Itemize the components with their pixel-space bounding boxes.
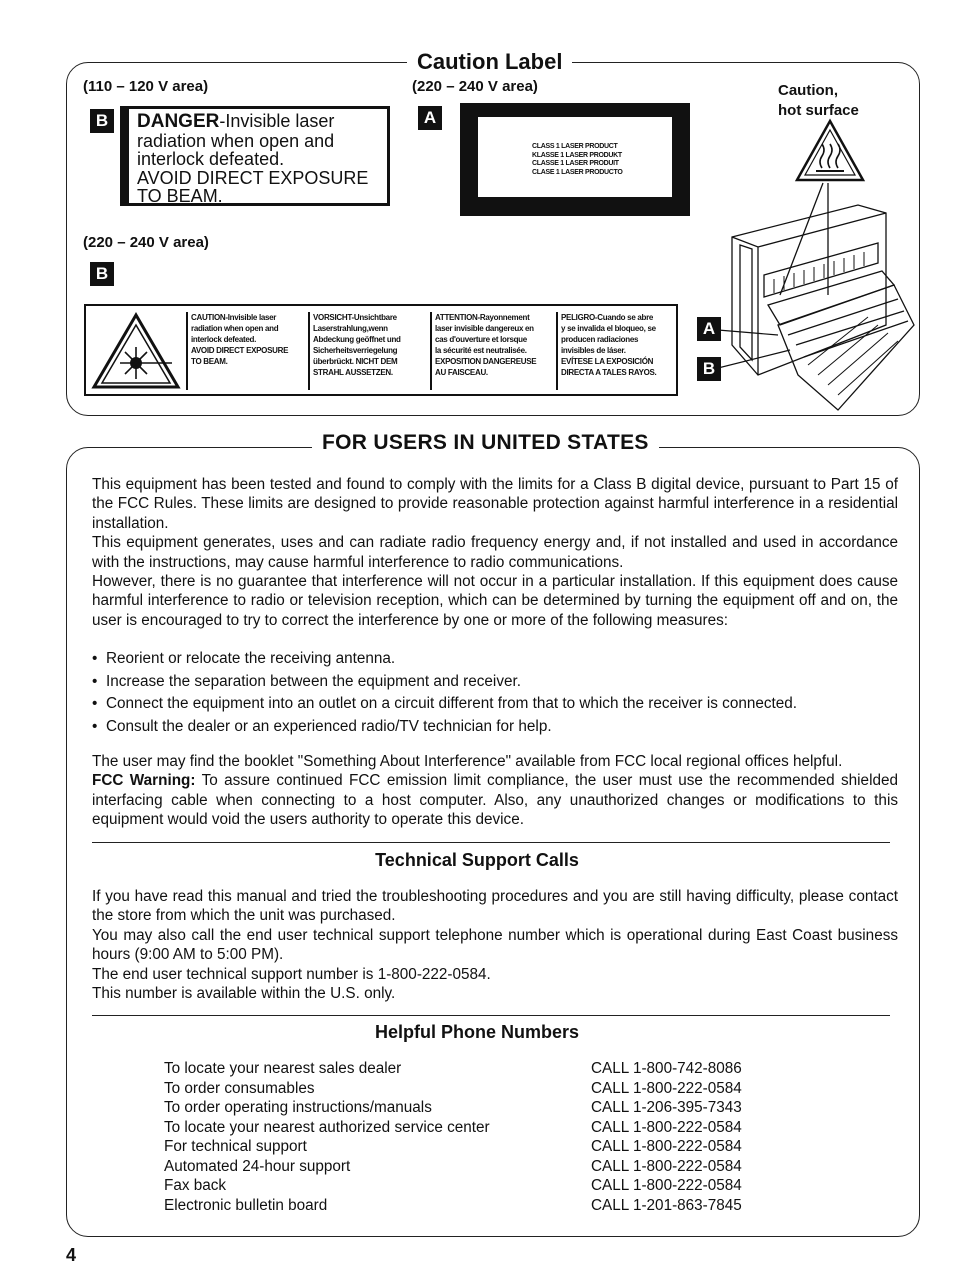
- danger-word: DANGER: [137, 111, 220, 132]
- printer-illustration: [718, 175, 918, 415]
- phone-purpose: Fax back: [164, 1177, 227, 1194]
- class-line: KLASSE 1 LASER PRODUKT: [532, 151, 622, 159]
- fcc-warning-body: To assure continued FCC emission limit compliance, the user must use the recommended shielded interfacing cable when connecting to a host computer. Also, any unauthorized changes or modifications to this equipment would void the users authority to operate this device.: [92, 772, 898, 829]
- fcc-intro-text: [92, 475, 898, 630]
- label-line: EXPOSITION DANGEREUSE: [435, 357, 537, 366]
- phone-row: [164, 1176, 764, 1196]
- label-line: Abdeckung geöffnet und: [313, 335, 401, 344]
- danger-line: interlock defeated.: [137, 149, 285, 169]
- list-item: • Increase the separation between the equipment and receiver.: [92, 671, 797, 694]
- tag-a-icon: A: [418, 106, 442, 130]
- area-label-110: (110 – 120 V area): [83, 78, 209, 95]
- phone-row: [164, 1079, 764, 1099]
- phone-row: [164, 1137, 764, 1157]
- label-column-spanish: [556, 312, 677, 390]
- page-number: 4: [66, 1245, 77, 1265]
- phone-purpose: Automated 24-hour support: [164, 1157, 351, 1175]
- class-line: CLASSE 1 LASER PRODUIT: [532, 160, 619, 167]
- paragraph: This equipment has been tested and found to comply with the limits for a Class B digital device, pursuant to Part 15 of the FCC Rules. These limits are designed to provide reasonable protection against harmful interference in a residential installation.: [92, 476, 898, 532]
- tag-b-icon: B: [90, 262, 114, 286]
- phone-number: CALL 1-800-222-0584: [591, 1118, 742, 1136]
- label-column-english: [186, 312, 307, 390]
- technical-support-title: Technical Support Calls: [375, 850, 579, 870]
- list-item: • Connect the equipment into an outlet on a circuit different from that to which the receiver is connected.: [92, 693, 797, 716]
- class-line: CLASE 1 LASER PRODUCTO: [532, 168, 623, 176]
- label-column-french: [430, 312, 557, 390]
- label-line: EVÍTESE LA EXPOSICIÓN: [561, 357, 654, 366]
- phone-number: CALL 1-206-395-7343: [591, 1099, 742, 1116]
- fcc-warning-text: [92, 752, 898, 830]
- label-line: STRAHL AUSSETZEN.: [313, 368, 393, 377]
- divider: [92, 1015, 890, 1016]
- measures-list: [92, 648, 797, 738]
- phone-number: CALL 1-201-863-7845: [591, 1196, 742, 1214]
- tag-b-icon: B: [90, 109, 114, 133]
- tag-a-icon: A: [697, 317, 721, 341]
- us-section-title: FOR USERS IN UNITED STATES: [312, 431, 659, 455]
- phone-row: [164, 1059, 764, 1079]
- phone-row: [164, 1098, 764, 1118]
- class-label-inner: [478, 117, 672, 197]
- phone-table: [164, 1059, 764, 1215]
- phone-number: CALL 1-800-222-0584: [591, 1157, 742, 1175]
- paragraph: You may also call the end user technical support telephone number which is operational during East Coast business hours (9:00 AM to 5:00 PM).: [92, 926, 898, 964]
- label-line: y se invalida el bloqueo, se: [561, 324, 656, 333]
- label-line: TO BEAM.: [191, 357, 228, 366]
- paragraph: This equipment generates, uses and can radiate radio frequency energy and, if not installed and used in accordance with the instructions, may cause harmful interference to radio communications.: [92, 534, 898, 571]
- danger-line: AVOID DIRECT EXPOSURE: [137, 167, 369, 188]
- list-item: • Consult the dealer or an experienced radio/TV technician for help.: [92, 716, 797, 739]
- danger-line: radiation when open and: [137, 130, 335, 151]
- phone-purpose: Electronic bulletin board: [164, 1196, 328, 1214]
- hot-surface-label: Caution, hot surface: [778, 82, 859, 119]
- phone-purpose: For technical support: [164, 1138, 307, 1155]
- label-line: PELIGRO-Cuando se abre: [561, 313, 654, 322]
- danger-heading: [137, 112, 387, 132]
- phone-number: CALL 1-800-222-0584: [591, 1079, 742, 1097]
- label-line: interlock defeated.: [191, 335, 256, 344]
- class-label: [460, 103, 690, 216]
- label-line: CAUTION-Invisible laser: [191, 313, 277, 322]
- paragraph: However, there is no guarantee that interference will not occur in a particular installation. If this equipment does cause harmful interference to radio or television reception, which can be determined by turning the equipment off and on, the user is encouraged to try to correct the interference by one or more of the following measures:: [92, 573, 898, 629]
- label-line: Laserstrahlung,wenn: [313, 324, 388, 333]
- area-label-220-top: (220 – 240 V area): [412, 78, 538, 95]
- label-line: VORSICHT-Unsichtbare: [313, 313, 397, 322]
- paragraph: If you have read this manual and tried the troubleshooting procedures and you are still having difficulty, please contact the store from which the unit was purchased.: [92, 888, 898, 925]
- danger-line: TO BEAM.: [137, 186, 223, 206]
- caution-label-title: Caution Label: [407, 49, 572, 75]
- label-line: AVOID DIRECT EXPOSURE: [191, 346, 289, 355]
- phone-purpose: To order operating instructions/manuals: [164, 1099, 432, 1116]
- fcc-warning-label: FCC Warning:: [92, 772, 196, 790]
- list-item: • Reorient or relocate the receiving antenna.: [92, 648, 797, 671]
- phone-number: CALL 1-800-222-0584: [591, 1177, 742, 1194]
- label-line: ATTENTION-Rayonnement: [435, 313, 530, 322]
- label-line: la sécurité est neutralisée.: [435, 346, 527, 355]
- paragraph: The user may find the booklet "Something About Interference" available from FCC local regional offices helpful.: [92, 753, 843, 770]
- label-line: radiation when open and: [191, 324, 279, 333]
- label-line: AU FAISCEAU.: [435, 368, 488, 377]
- phone-purpose: To order consumables: [164, 1079, 315, 1097]
- phone-number: CALL 1-800-222-0584: [591, 1138, 742, 1155]
- phone-row: [164, 1157, 764, 1177]
- technical-support-text: [92, 887, 898, 1003]
- label-line: Sicherheitsverriegelung: [313, 346, 398, 355]
- paragraph: The end user technical support number is 1-800-222-0584.: [92, 965, 491, 983]
- label-line: laser invisible dangereux en: [435, 324, 534, 333]
- label-line: producen radiaciones: [561, 335, 639, 344]
- label-line: überbrückt. NICHT DEM: [313, 357, 398, 366]
- label-column-german: [308, 312, 431, 390]
- paragraph: [92, 771, 898, 829]
- label-line: DIRECTA A TALES RAYOS.: [561, 368, 657, 377]
- class-line: CLASS 1 LASER PRODUCT: [532, 143, 618, 150]
- tag-b-icon: B: [697, 357, 721, 381]
- paragraph: This number is available within the U.S. only.: [92, 985, 396, 1003]
- area-label-220-bottom: (220 – 240 V area): [83, 234, 209, 251]
- label-line: invisibles de láser.: [561, 346, 626, 355]
- danger-label: [120, 106, 390, 206]
- helpful-phone-title: Helpful Phone Numbers: [374, 1022, 580, 1042]
- phone-number: CALL 1-800-742-8086: [591, 1060, 742, 1077]
- phone-purpose: To locate your nearest authorized service center: [164, 1118, 490, 1136]
- phone-row: [164, 1196, 764, 1216]
- divider: [92, 842, 890, 843]
- phone-purpose: To locate your nearest sales dealer: [164, 1060, 402, 1077]
- danger-rest: -Invisible laser: [219, 111, 335, 131]
- phone-row: [164, 1118, 764, 1138]
- label-line: cas d'ouverture et lorsque: [435, 335, 527, 344]
- multilingual-label: [84, 304, 678, 396]
- laser-warning-icon: [90, 311, 182, 391]
